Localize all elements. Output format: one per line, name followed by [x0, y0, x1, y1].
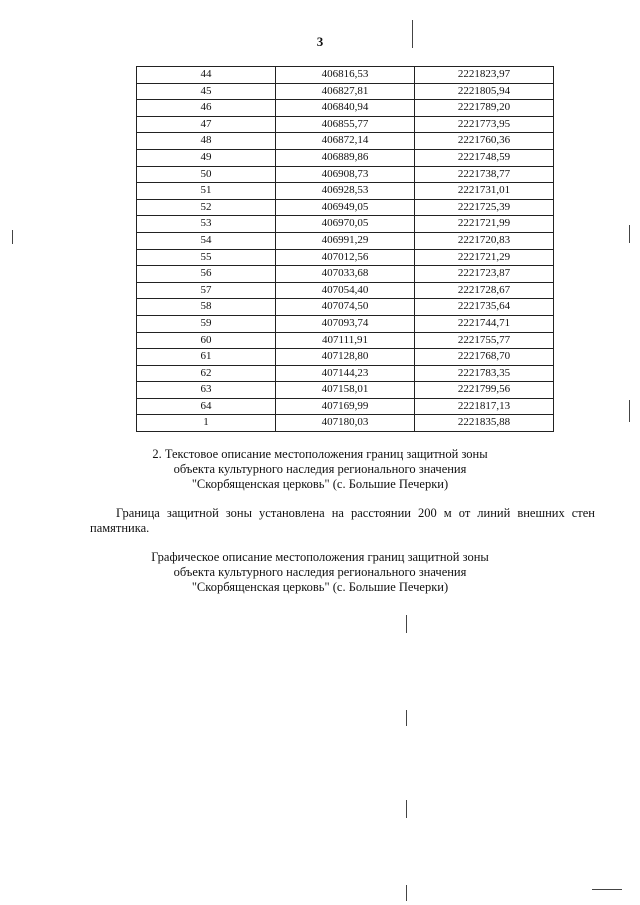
x-coordinate-cell: 406816,53 [276, 67, 415, 84]
coordinates-table [136, 66, 554, 432]
table-row [137, 166, 554, 183]
y-coordinate-cell: 2221783,35 [415, 365, 554, 382]
point-number-cell: 47 [137, 116, 276, 133]
y-coordinate-cell: 2221744,71 [415, 315, 554, 332]
scan-artifact [12, 230, 13, 244]
y-coordinate-cell: 2221723,87 [415, 266, 554, 283]
boundary-paragraph: Граница защитной зоны установлена на расстоянии 200 м от линий внешних стен памятника. [90, 506, 595, 535]
section2-heading-line3: "Скорбященская церковь" (с. Большие Печерки) [191, 477, 449, 491]
section3-heading-line1: Графическое описание местоположения границ защитной зоны [151, 550, 489, 564]
point-number-cell: 59 [137, 315, 276, 332]
section2-heading [0, 447, 640, 492]
y-coordinate-cell: 2221817,13 [415, 398, 554, 415]
y-coordinate-cell: 2221773,95 [415, 116, 554, 133]
point-number-cell: 55 [137, 249, 276, 266]
scan-artifact [592, 889, 622, 890]
point-number-cell: 62 [137, 365, 276, 382]
x-coordinate-cell: 407012,56 [276, 249, 415, 266]
y-coordinate-cell: 2221738,77 [415, 166, 554, 183]
x-coordinate-cell: 407033,68 [276, 266, 415, 283]
point-number-cell: 64 [137, 398, 276, 415]
scan-artifact [629, 225, 630, 243]
x-coordinate-cell: 406991,29 [276, 232, 415, 249]
y-coordinate-cell: 2221768,70 [415, 349, 554, 366]
x-coordinate-cell: 407169,99 [276, 398, 415, 415]
x-coordinate-cell: 406928,53 [276, 183, 415, 200]
table-row [137, 183, 554, 200]
x-coordinate-cell: 407158,01 [276, 382, 415, 399]
scan-artifact [412, 20, 413, 48]
x-coordinate-cell: 406827,81 [276, 83, 415, 100]
table-row [137, 249, 554, 266]
table-row [137, 415, 554, 432]
table-row [137, 100, 554, 117]
table-row [137, 299, 554, 316]
x-coordinate-cell: 406872,14 [276, 133, 415, 150]
table-row [137, 149, 554, 166]
y-coordinate-cell: 2221823,97 [415, 67, 554, 84]
x-coordinate-cell: 407144,23 [276, 365, 415, 382]
point-number-cell: 52 [137, 199, 276, 216]
table-row [137, 332, 554, 349]
table-row [137, 282, 554, 299]
table-row [137, 382, 554, 399]
point-number-cell: 50 [137, 166, 276, 183]
point-number-cell: 54 [137, 232, 276, 249]
x-coordinate-cell: 407111,91 [276, 332, 415, 349]
point-number-cell: 56 [137, 266, 276, 283]
page-number: 3 [316, 34, 324, 49]
point-number-cell: 44 [137, 67, 276, 84]
scan-artifact [629, 400, 630, 422]
y-coordinate-cell: 2221720,83 [415, 232, 554, 249]
point-number-cell: 53 [137, 216, 276, 233]
y-coordinate-cell: 2221731,01 [415, 183, 554, 200]
x-coordinate-cell: 407128,80 [276, 349, 415, 366]
section3-heading [0, 550, 640, 595]
y-coordinate-cell: 2221721,99 [415, 216, 554, 233]
y-coordinate-cell: 2221835,88 [415, 415, 554, 432]
y-coordinate-cell: 2221721,29 [415, 249, 554, 266]
scan-artifact [406, 710, 407, 726]
x-coordinate-cell: 406889,86 [276, 149, 415, 166]
point-number-cell: 1 [137, 415, 276, 432]
point-number-cell: 46 [137, 100, 276, 117]
point-number-cell: 48 [137, 133, 276, 150]
y-coordinate-cell: 2221748,59 [415, 149, 554, 166]
table-row [137, 67, 554, 84]
y-coordinate-cell: 2221799,56 [415, 382, 554, 399]
point-number-cell: 60 [137, 332, 276, 349]
table-row [137, 83, 554, 100]
y-coordinate-cell: 2221760,36 [415, 133, 554, 150]
y-coordinate-cell: 2221728,67 [415, 282, 554, 299]
scan-artifact [406, 800, 407, 818]
x-coordinate-cell: 407093,74 [276, 315, 415, 332]
table-row [137, 315, 554, 332]
table-row [137, 133, 554, 150]
coordinates-table-body [137, 67, 554, 432]
table-row [137, 199, 554, 216]
point-number-cell: 45 [137, 83, 276, 100]
section2-heading-line1: 2. Текстовое описание местоположения границ защитной зоны [152, 447, 488, 461]
y-coordinate-cell: 2221789,20 [415, 100, 554, 117]
scan-artifact [406, 885, 407, 901]
point-number-cell: 58 [137, 299, 276, 316]
y-coordinate-cell: 2221725,39 [415, 199, 554, 216]
table-row [137, 349, 554, 366]
point-number-cell: 57 [137, 282, 276, 299]
y-coordinate-cell: 2221755,77 [415, 332, 554, 349]
y-coordinate-cell: 2221735,64 [415, 299, 554, 316]
table-row [137, 266, 554, 283]
point-number-cell: 49 [137, 149, 276, 166]
y-coordinate-cell: 2221805,94 [415, 83, 554, 100]
x-coordinate-cell: 406949,05 [276, 199, 415, 216]
section3-heading-line3: "Скорбященская церковь" (с. Большие Печерки) [191, 580, 449, 594]
x-coordinate-cell: 407180,03 [276, 415, 415, 432]
x-coordinate-cell: 406908,73 [276, 166, 415, 183]
x-coordinate-cell: 406970,05 [276, 216, 415, 233]
table-row [137, 116, 554, 133]
x-coordinate-cell: 407054,40 [276, 282, 415, 299]
x-coordinate-cell: 406840,94 [276, 100, 415, 117]
point-number-cell: 63 [137, 382, 276, 399]
table-row [137, 232, 554, 249]
table-row [137, 398, 554, 415]
x-coordinate-cell: 406855,77 [276, 116, 415, 133]
point-number-cell: 51 [137, 183, 276, 200]
point-number-cell: 61 [137, 349, 276, 366]
section3-heading-line2: объекта культурного наследия регионального значения [173, 565, 467, 579]
scan-artifact [406, 615, 407, 633]
table-row [137, 216, 554, 233]
x-coordinate-cell: 407074,50 [276, 299, 415, 316]
section2-heading-line2: объекта культурного наследия регионального значения [173, 462, 467, 476]
table-row [137, 365, 554, 382]
